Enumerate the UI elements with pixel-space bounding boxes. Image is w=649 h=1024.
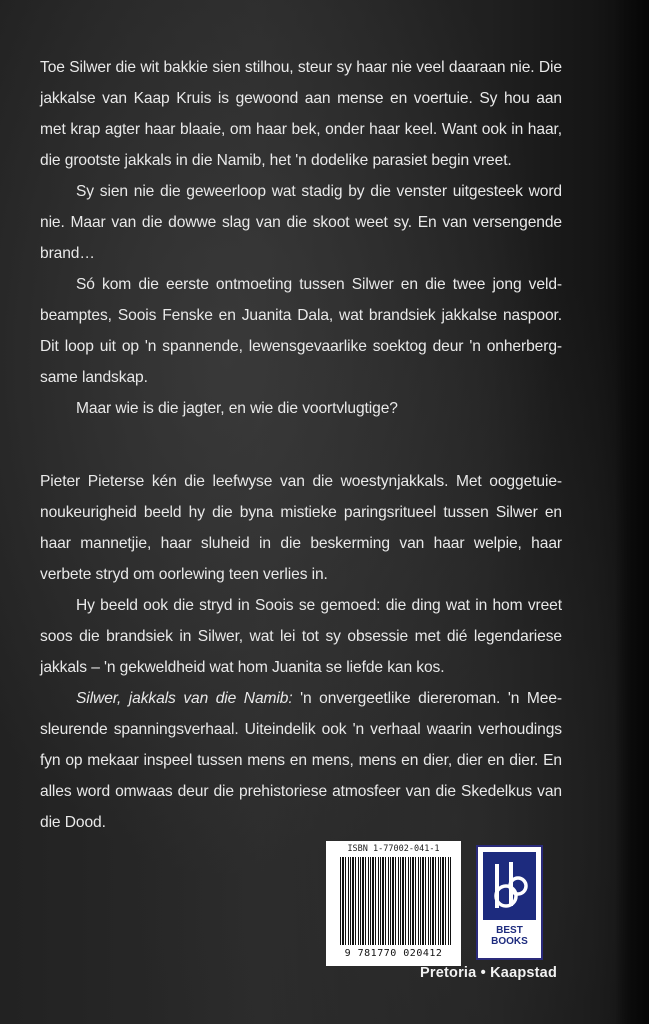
logo-wordmark: [478, 925, 541, 947]
publisher-logo: [476, 845, 543, 960]
blurb-paragraph: Toe Silwer die wit bakkie sien stilhou, steur sy haar nie veel daaraan nie. Die jakkalse van Kaap Kruis is gewoond aan mense en voertuie. Sy hou aan met krap agter haar blaaie, om haar bek, onder haar keel. Want ook in haar, die grootste jakkals in die Namib, het 'n dodelike parasiet begin vreet.: [40, 59, 562, 169]
blurb-paragraph: Sy sien nie die geweerloop wat stadig by die venster uitgesteek word nie. Maar van die dowwe slag van die skoot weet sy. En van versengende brand…: [40, 183, 562, 262]
publisher-cities: Pretoria • Kaapstad: [420, 965, 558, 981]
spine-shadow: [615, 0, 649, 1024]
barcode-bars: [340, 857, 452, 945]
blurb-paragraph: Hy beeld ook die stryd in Soois se gemoed: die ding wat in hom vreet soos die brandsiek in Silwer, wat lei tot sy obsessie met dié legendariese jakkals – 'n gekweldheid wat hom Juanita se liefde kan kos.: [40, 597, 562, 676]
blurb-text: 'n onvergeetlike diereroman. 'n Mee-sleurende spanningsverhaal. Uiteindelik ook 'n verhaal waarin verhoudings fyn op mekaar inspeel tussen mens en mens, mens en dier, dier en dier. En alles word omwaas deur die prehistoriese atmosfeer van die Skedelkus van die Dood.: [40, 690, 562, 831]
blurb-paragraph: Maar wie is die jagter, en wie die voortvlugtige?: [76, 400, 398, 417]
book-title-mention: Silwer, jakkals van die Namib:: [76, 690, 293, 707]
blurb-paragraph: Pieter Pieterse kén die leefwyse van die woestynjakkals. Met ooggetuie-noukeurigheid beeld hy die byna mistieke paringsritueel tussen Silwer en haar mannetjie, haar sluheid in die beskerming van haar welpie, haar verbete stryd om oorlewing teen verlies in.: [40, 473, 562, 583]
blurb-paragraph: Só kom die eerste ontmoeting tussen Silwer en die twee jong veld-beamptes, Soois Fenske en Juanita Dala, wat brandsiek jakkalse naspoor. Dit loop uit op 'n spannende, lewensgevaarlike soektog deur 'n onherberg-same landskap.: [40, 276, 562, 386]
blurb-intro: [40, 52, 562, 424]
logo-word: BEST: [496, 925, 523, 936]
bb-logo-icon: [492, 860, 528, 914]
blurb-about: [40, 466, 562, 838]
barcode: [326, 841, 461, 966]
barcode-number: 9 781770 020412: [344, 948, 443, 959]
blurb-paragraph: [40, 683, 562, 838]
logo-emblem: [483, 852, 536, 920]
logo-word: BOOKS: [491, 936, 528, 947]
isbn-label: ISBN 1-77002-041-1: [347, 844, 440, 854]
